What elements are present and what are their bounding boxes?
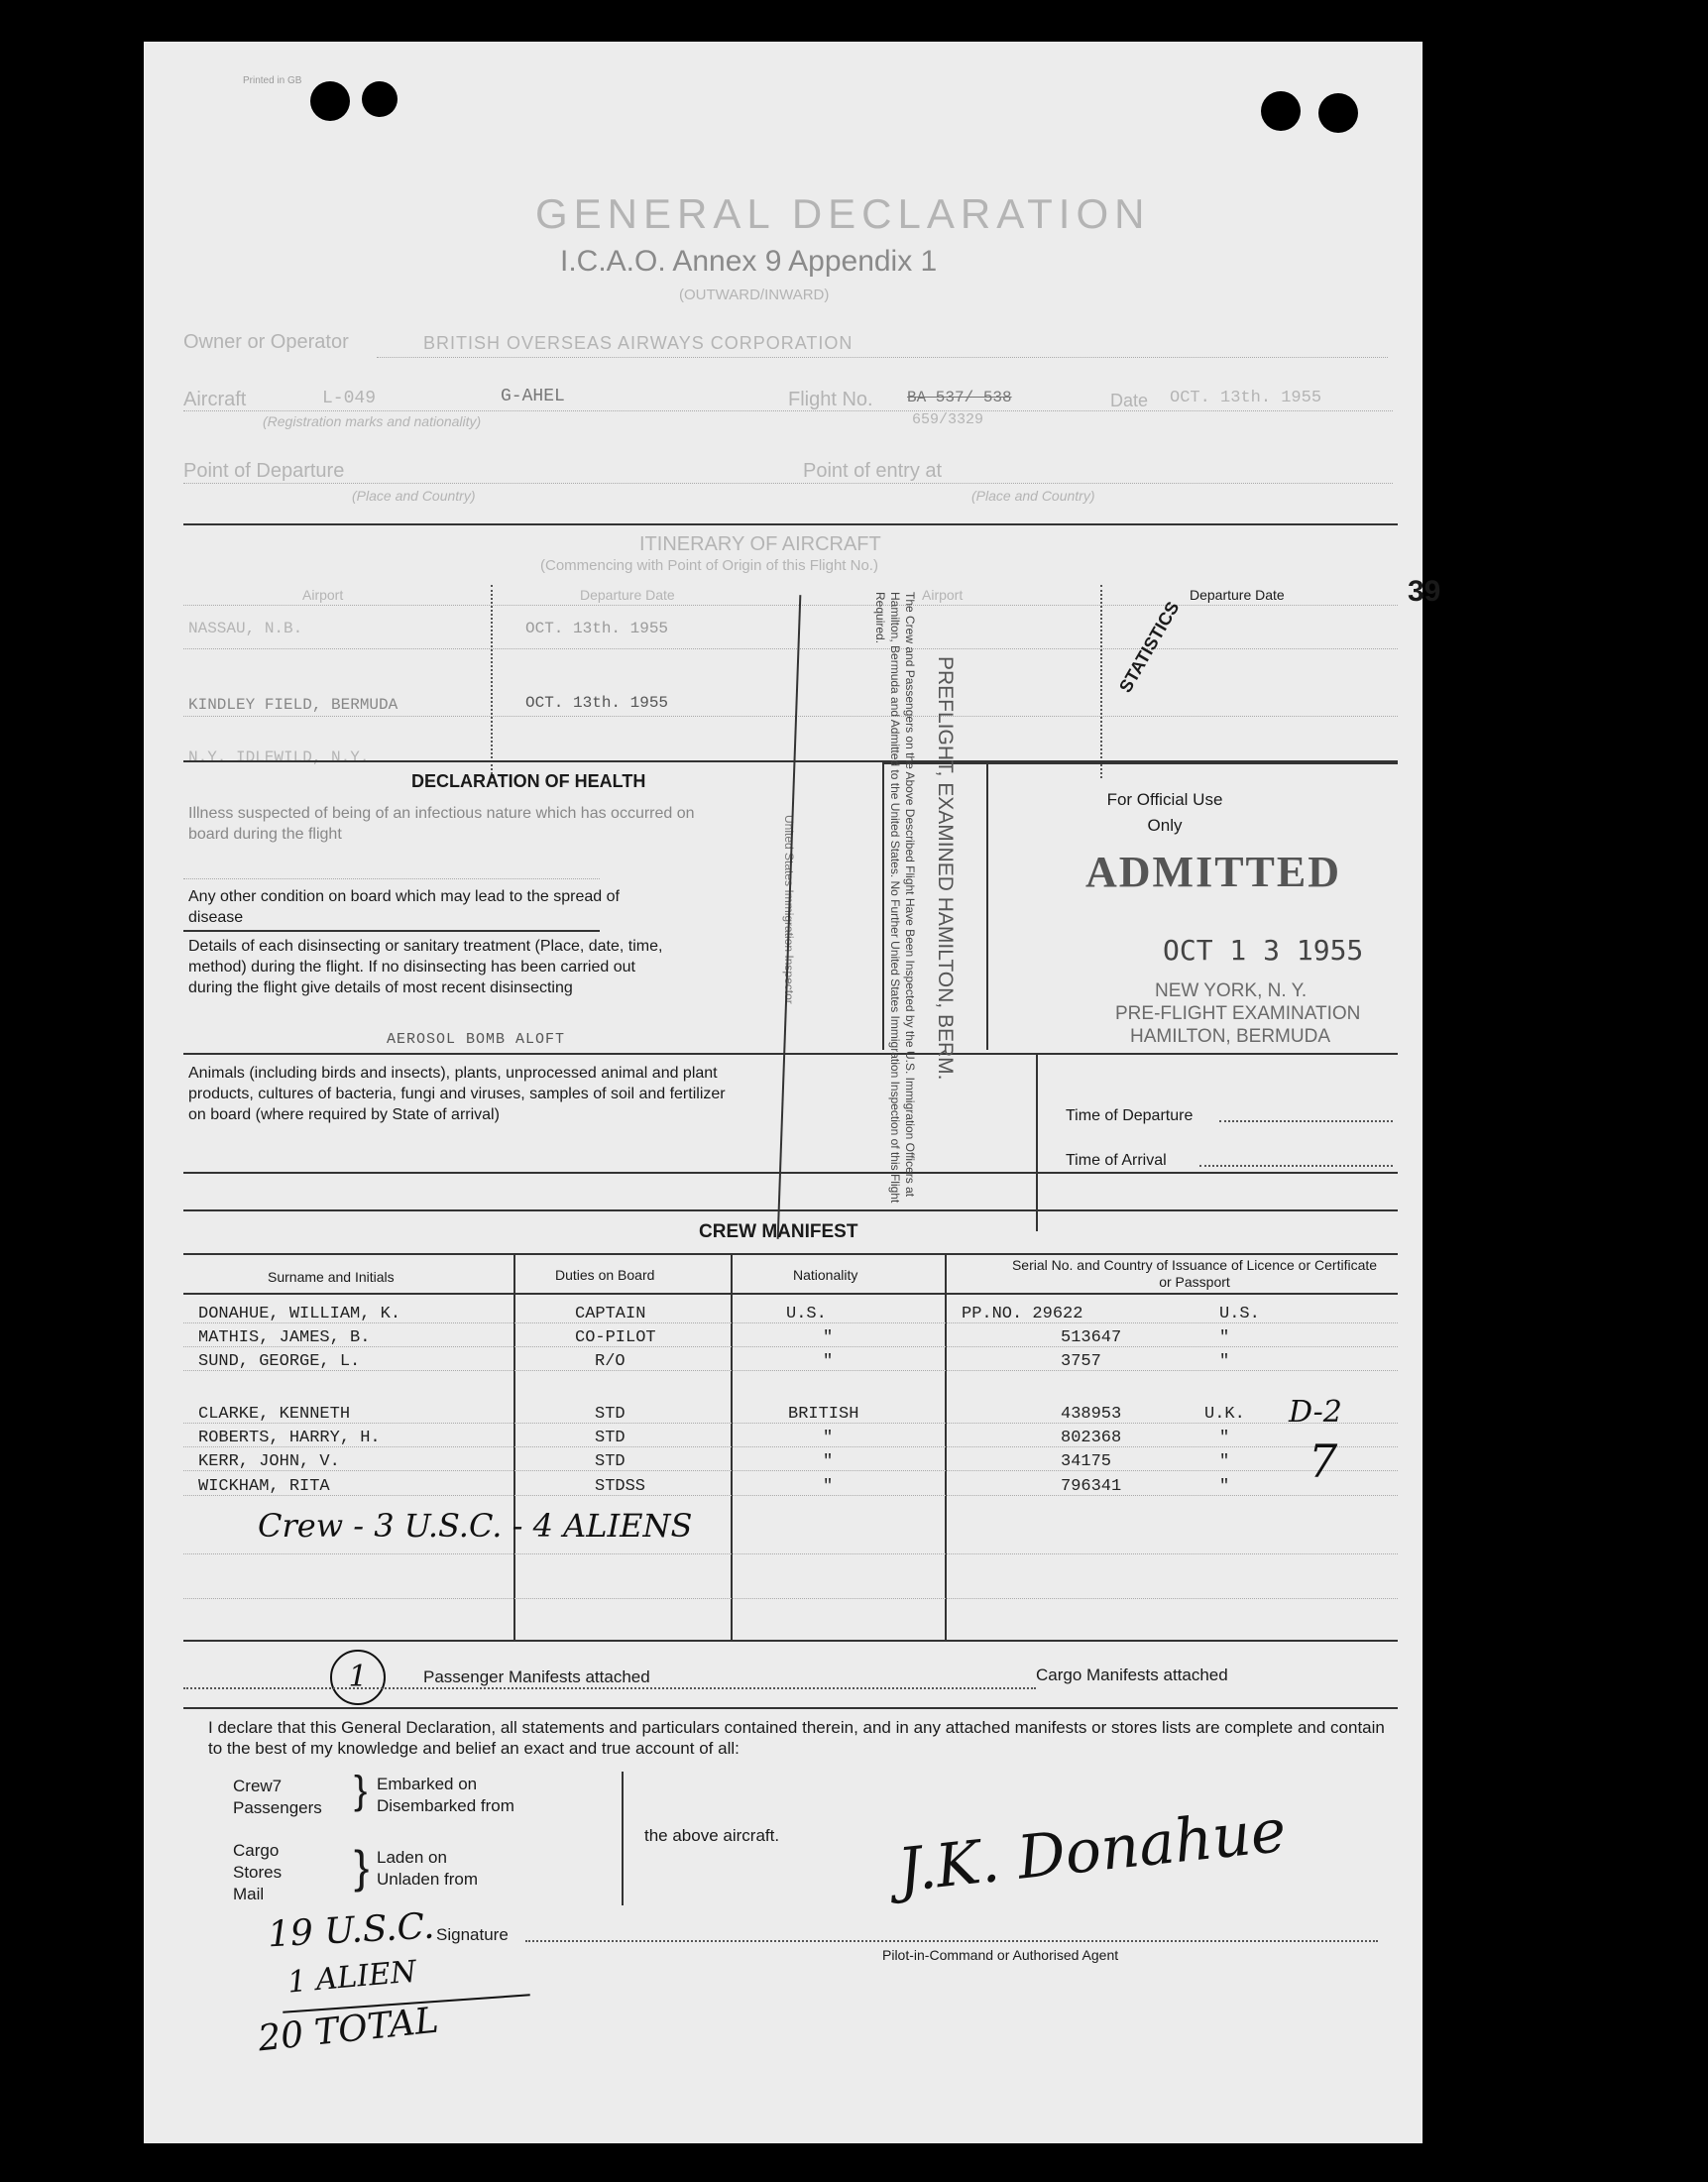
crew-name: MATHIS, JAMES, B. [198, 1328, 371, 1347]
crew-country: U.K. [1204, 1405, 1245, 1424]
entry-note: (Place and Country) [971, 488, 1095, 504]
crew-title: CREW MANIFEST [699, 1221, 858, 1242]
flight-no-sub: 659/3329 [912, 411, 984, 428]
health-animals: Animals (including birds and insects), plants, unprocessed animal and plant products, cultures of bacteria, fungi and viruses, samples of soil and fertilizer on board (where required by State of arrival) [188, 1065, 726, 1123]
crew-summary-handwritten: Crew - 3 U.S.C. - 4 ALIENS [258, 1507, 693, 1545]
crew-country: " [1219, 1328, 1230, 1347]
entry-label: Point of entry at [803, 460, 943, 482]
crew-duty: STD [595, 1405, 626, 1424]
cargo-manifests: Cargo Manifests attached [1036, 1665, 1228, 1684]
marks-value: G-AHEL [501, 387, 565, 406]
col-departure-date-2: Departure Date [1190, 587, 1285, 603]
admitted-place-3: HAMILTON, BERMUDA [1130, 1026, 1330, 1047]
owner-value: BRITISH OVERSEAS AIRWAYS CORPORATION [423, 333, 854, 353]
crew-country: " [1219, 1452, 1230, 1471]
crew-name: CLARKE, KENNETH [198, 1405, 351, 1424]
decl-laden: Laden on [377, 1848, 447, 1867]
col-departure-date: Departure Date [580, 587, 675, 603]
crew-nationality: " [823, 1452, 834, 1471]
itinerary-airport-1: NASSAU, N.B. [188, 620, 303, 637]
printed-in: Printed in GB [243, 75, 302, 86]
itinerary-airport-2: KINDLEY FIELD, BERMUDA [188, 696, 399, 714]
registration-note: (Registration marks and nationality) [263, 413, 482, 429]
declaration-text: I declare that this General Declaration, all statements and particulars contained therein, and in any attached manifests or stores lists are complete and contain to the best of my knowledge and belief an exact and true account of all: [208, 1718, 1385, 1758]
crew-duty: CAPTAIN [575, 1305, 646, 1323]
us-immig-stamp: United States Immigration Inspector [782, 815, 796, 1004]
aircraft-label: Aircraft [183, 389, 247, 410]
form-title: GENERAL DECLARATION [535, 190, 1151, 237]
admitted-place-1: NEW YORK, N. Y. [1155, 980, 1308, 1001]
departure-label: Point of Departure [183, 460, 345, 482]
itinerary-airport-3: N.Y. IDLEWILD, N.Y. [188, 748, 370, 766]
admitted-stamp: ADMITTED [1085, 848, 1342, 896]
col-airport-2: Airport [922, 587, 964, 603]
signature: J.K. Donahue [894, 1795, 1290, 1906]
crew-country: " [1219, 1429, 1230, 1447]
col-airport: Airport [302, 587, 344, 603]
punch-hole [362, 81, 398, 117]
col-nationality: Nationality [793, 1267, 858, 1283]
crew-serial: 513647 [1061, 1328, 1122, 1347]
decl-stores: Stores [233, 1863, 283, 1882]
disinsecting-value: AEROSOL BOMB ALOFT [387, 1031, 566, 1048]
crew-name: ROBERTS, HARRY, H. [198, 1429, 381, 1447]
punch-hole [1318, 93, 1358, 133]
preflight-stamp: PREFLIGHT, EXAMINED HAMILTON, BERM. [934, 656, 957, 1081]
total-line-1: 19 U.S.C. [267, 1905, 436, 1956]
crew-cert-stamp: The Crew and Passengers on the Above Described Flight Have Been Inspected by the U.S. Immigration Officers at Hamilton, Bermuda and Admitted to the United States. No Further United States Immigration Inspection of this Flight Required. [873, 592, 917, 1204]
signature-label: Signature [436, 1925, 509, 1944]
passenger-manifests: Passenger Manifests attached [423, 1667, 650, 1686]
decl-above-aircraft: the above aircraft. [644, 1826, 780, 1845]
crew-nationality: " [823, 1477, 834, 1496]
flight-no-value: BA 537/ 538 [907, 389, 1012, 406]
crew-country: " [1219, 1352, 1230, 1371]
decl-disembarked: Disembarked from [377, 1796, 514, 1815]
decl-unladen: Unladen from [377, 1870, 479, 1889]
handwritten-7: 7 [1309, 1435, 1338, 1488]
handwritten-d2: D-2 [1289, 1395, 1342, 1430]
itinerary-subtitle: (Commencing with Point of Origin of this Flight No.) [540, 557, 878, 574]
statistics-stamp: STATISTICS [1115, 598, 1184, 696]
crew-name: DONAHUE, WILLIAM, K. [198, 1305, 401, 1323]
crew-nationality: BRITISH [788, 1405, 859, 1424]
crew-nationality: " [823, 1429, 834, 1447]
punch-hole [1261, 91, 1301, 131]
time-departure: Time of Departure [1066, 1107, 1194, 1124]
outward-inward: (OUTWARD/INWARD) [679, 287, 830, 303]
decl-crew: Crew7 [233, 1777, 283, 1795]
health-disinsecting: Details of each disinsecting or sanitary treatment (Place, date, time, method) during the flight. If no disinsecting has been carried out during the flight give details of most recent disinsecting [188, 938, 663, 996]
flight-no-label: Flight No. [788, 389, 873, 410]
punch-hole [310, 81, 350, 121]
crew-duty: CO-PILOT [575, 1328, 656, 1347]
col-surname: Surname and Initials [268, 1269, 395, 1285]
decl-brace-2: } [354, 1841, 370, 1893]
decl-mail: Mail [233, 1885, 265, 1903]
col-serial: Serial No. and Country of Issuance of Licence or Certificate or Passport [1011, 1257, 1378, 1290]
crew-duty: STDSS [595, 1477, 646, 1496]
crew-nationality: U.S. [786, 1305, 827, 1323]
crew-serial: 802368 [1061, 1429, 1122, 1447]
crew-duty: STD [595, 1429, 626, 1447]
decl-embarked: Embarked on [377, 1775, 478, 1793]
itinerary-title: ITINERARY OF AIRCRAFT [639, 533, 881, 555]
crew-serial: 34175 [1061, 1452, 1112, 1471]
official-use: For Official Use Only [1106, 790, 1223, 835]
crew-nationality: " [823, 1352, 834, 1371]
itinerary-date-2: OCT. 13th. 1955 [525, 694, 669, 712]
total-line-2: 1 ALIEN [285, 1954, 418, 2001]
health-title: DECLARATION OF HEALTH [411, 771, 646, 791]
crew-serial: 3757 [1061, 1352, 1101, 1371]
crew-duty: STD [595, 1452, 626, 1471]
decl-passengers: Passengers [233, 1798, 322, 1817]
crew-name: WICKHAM, RITA [198, 1477, 330, 1496]
date-label: Date [1110, 391, 1149, 410]
aircraft-value: L-049 [322, 389, 377, 408]
itinerary-date-1: OCT. 13th. 1955 [525, 620, 669, 637]
margin-number: 39 [1408, 575, 1441, 608]
admitted-date: OCT 1 3 1955 [1163, 934, 1364, 967]
departure-note: (Place and Country) [352, 488, 476, 504]
owner-label: Owner or Operator [183, 331, 349, 353]
date-value: OCT. 13th. 1955 [1170, 389, 1322, 407]
total-line-3: 20 TOTAL [256, 2000, 441, 2060]
crew-duty: R/O [595, 1352, 626, 1371]
crew-name: KERR, JOHN, V. [198, 1452, 340, 1471]
health-illness: Illness suspected of being of an infectious nature which has occurred on board during the flight [188, 805, 695, 843]
crew-country: " [1219, 1477, 1230, 1496]
circled-number: 1 [330, 1650, 386, 1705]
crew-serial: 796341 [1061, 1477, 1122, 1496]
health-other: Any other condition on board which may lead to the spread of disease [188, 888, 620, 926]
crew-name: SUND, GEORGE, L. [198, 1352, 361, 1371]
time-arrival: Time of Arrival [1066, 1152, 1167, 1169]
crew-serial: 438953 [1061, 1405, 1122, 1424]
declaration-form [144, 42, 1441, 2143]
form-subtitle: I.C.A.O. Annex 9 Appendix 1 [560, 245, 938, 278]
decl-cargo: Cargo [233, 1841, 280, 1860]
admitted-place-2: PRE-FLIGHT EXAMINATION [1115, 1003, 1361, 1024]
crew-nationality: " [823, 1328, 834, 1347]
crew-country: U.S. [1219, 1305, 1260, 1323]
decl-brace-1: } [354, 1769, 368, 1812]
col-duties: Duties on Board [555, 1267, 655, 1283]
pilot-label: Pilot-in-Command or Authorised Agent [882, 1947, 1119, 1963]
crew-serial: PP.NO. 29622 [962, 1305, 1083, 1323]
